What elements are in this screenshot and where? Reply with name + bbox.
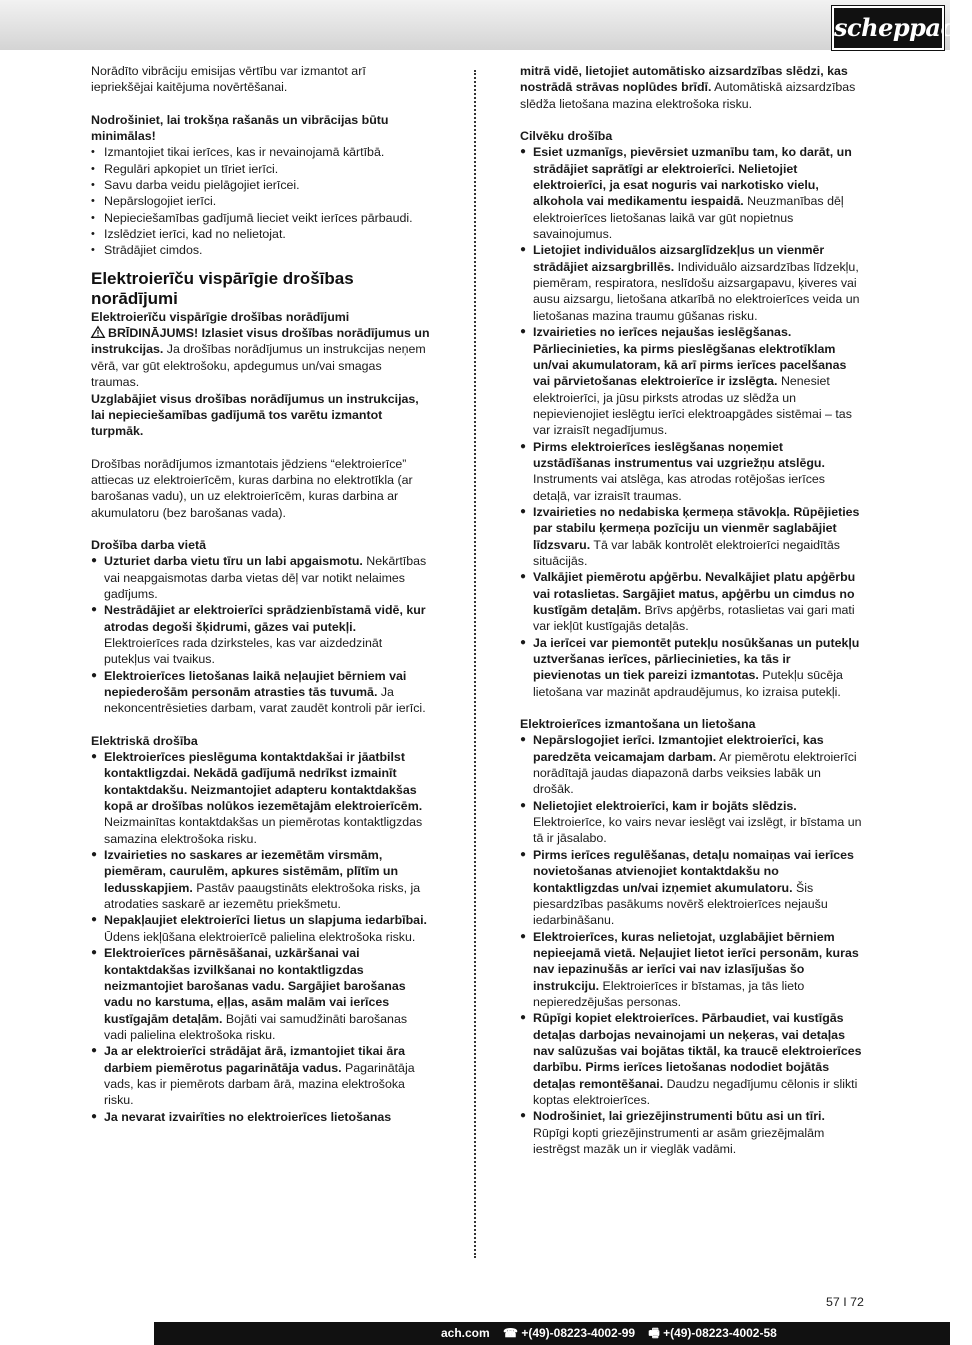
list-item: ● Uzturiet darba vietu tīru un labi apgaismotu. Nekārtības vai neapgaismotas darba vietas dēļ var notikt nelaimes gadījums. <box>91 553 431 602</box>
workplace-heading: Drošība darba vietā <box>91 537 207 552</box>
people-list <box>520 144 862 700</box>
left-column <box>91 63 431 1125</box>
list-item: ● Elektroierīces pārnēsāšanai, uzkāršanai vai kontaktdakšas izvilkšanai no kontaktligzdas neizmantojiet barošanas vadu. Sargājiet barošanas vadu no karstuma, eļļas, asām malām vai ierīces kustīgajām detaļām. Bojāti vai samudžināti barošanas vadi palielina elektrošoka risku. <box>91 945 431 1043</box>
list-item: • Izmantojiet tikai ierīces, kas ir nevainojamā kārtībā. <box>91 144 431 160</box>
warning-icon <box>91 326 105 338</box>
list-item: ● Nelietojiet elektroierīci, kam ir bojāts slēdzis. Elektroierīce, ko vairs nevar ieslēgt vai izslēgt, ir bīstama un tā ir jāsalabo. <box>520 798 862 847</box>
warning-label: BRĪDINĀJUMS! Izlasiet visus drošības norādījumus un instrukcijas. <box>91 326 430 357</box>
list-item: ● Esiet uzmanīgs, pievērsiet uzmanību tam, ko darāt, un strādājiet saprātīgi ar elektroierīci. Nelietojiet elektroierīci, ja esat noguris vai narkotisko vielu, alkohola vai medikamentu iespaidā. Neuzmanības dēļ elektroierīces lietošanas laikā var gūt nopietnus savainojumus. <box>520 144 862 242</box>
list-item: ● Lietojiet individuālos aizsarglīdzekļus un vienmēr strādājiet aizsargbrillēs. Individuālo aizsardzības līdzekļu, piemēram, respiratora, neslīdošu aizsargapavu, ķiveres vai ausu aizsargu, lietošana atkarībā no elektroierīces veida un lietošanas mazina traumu gūšanas risku. <box>520 242 862 324</box>
section-title: Elektroierīču vispārīgie drošības norādījumi <box>91 268 354 308</box>
warning-text: Ja drošības norādījumus un instrukcijas neņem vērā, var gūt elektrošoku, apdegumus un/vai smagas traumas. <box>91 342 426 390</box>
usage-heading: Elektroierīces izmantošana un lietošana <box>520 717 756 732</box>
list-item: ● Nepārslogojiet ierīci. Izmantojiet elektroierīci, kas paredzēta veicamajam darbam. Ar piemērotu elektroierīci norādītajā jaudas diapazonā darbs veiksies labāk un drošāk. <box>520 732 862 797</box>
electric-heading: Elektriskā drošība <box>91 733 198 748</box>
list-item: ● Ja ierīcei var piemontēt putekļu nosūkšanas un putekļu uztveršanas ierīces, pārliecinieties, ka tās ir pievienotas un tiek pareizi izmantotas. Putekļu sūcēja lietošana var mazināt apdraudējumus, ko izraisa putekļi. <box>520 635 862 700</box>
list-item: ● Ja ar elektroierīci strādājat ārā, izmantojiet tikai āra darbiem piemērotus pagarinātāja vadus. Pagarinātāja vads, kas ir piemērots darbam ārā, mazina elektrošoka risku. <box>91 1043 431 1108</box>
list-item: ● Elektroierīces, kuras nelietojat, uzglabājiet bērniem nepieejamā vietā. Neļaujiet lietot ierīci personām, kuras nav iepazinušās ar ierīci vai nav izlasījušas šo instrukciju. Elektroierīces ir bīstamas, ja tās lieto nepieredzējušas personas. <box>520 929 862 1011</box>
workplace-list <box>91 553 431 716</box>
list-item: ● Pirms elektroierīces ieslēgšanas noņemiet uzstādīšanas instrumentus vai uzgriežņu atslēgu. Instruments vai atslēga, kas atrodas rotējošas ierīces detaļā, var izraisīt traumas. <box>520 439 862 504</box>
usage-list <box>520 732 862 1157</box>
list-item: • Nepārslogojiet ierīci. <box>91 193 431 209</box>
footer-fax: 🖷 +(49)-08223-4002-58 <box>648 1326 777 1340</box>
brand-logo <box>832 6 972 50</box>
page-number: 57 I 72 <box>826 1295 864 1309</box>
section-subtitle: Elektroierīču vispārīgie drošības norādījumi <box>91 309 350 324</box>
list-item: ● Pirms ierīces regulēšanas, detaļu nomaiņas vai ierīces novietošanas atvienojiet kontaktdakšu no kontaktligzdas un/vai izņemiet akumulatoru. Šis piesardzības pasākums novērš elektroierīces nejaušu iedarbināšanu. <box>520 847 862 929</box>
footer-contact <box>441 1325 787 1341</box>
continued-paragraph: mitrā vidē, lietojiet automātisko aizsardzības slēdzi, kas nostrādā strāvas noplūdes brīdī. Automātiskā aizsardzības slēdža lietošana mazina elektrošoka risku. <box>520 64 856 111</box>
list-item: ● Rūpīgi kopiet elektroierīces. Pārbaudiet, vai kustīgās detaļas darbojas nevainojami un neķeras, vai detaļas nav salūzušas vai bojātas tiktāl, ka traucē elektroierīces darbību. Pirms ierīces lietošanas nododiet bojātās detaļas remontēšanai. Daudzu negadījumu cēlonis ir slikti koptas elektroierīces. <box>520 1010 862 1108</box>
list-item: ● Izvairieties no nedabiska ķermeņa stāvokļa. Rūpējieties par stabilu ķermeņa pozīciju un vienmēr saglabājiet līdzsvaru. Tā var labāk kontrolēt elektroierīci negaidītās situācijās. <box>520 504 862 569</box>
list-item: ● Valkājiet piemērotu apģērbu. Nevalkājiet platu apģērbu vai rotaslietas. Sargājiet matus, apģērbu un cimdus no kustīgām detaļām. Brīvs apģērbs, rotaslietas vai gari mati var iekļūt kustīgajās detaļās. <box>520 569 862 634</box>
list-item: ● Izvairieties no saskares ar iezemētām virsmām, piemēram, caurulēm, apkures sistēmām, plītīm un ledusskapjiem. Pastāv paaugstināts elektrošoka risks, ja atrodaties saskarē ar iezemētu priekšmetu. <box>91 847 431 912</box>
list-item: ● Elektroierīces pieslēguma kontaktdakšai ir jāatbilst kontaktligzdai. Nekādā gadījumā nedrīkst izmainīt kontaktdakšu. Neizmantojiet adapteru kontaktdakšas kopā ar drošības nolūkos iezemētajām elektroierīcēm. Neizmainītas kontaktdakšas un piemērotas kontaktligzdas samazina elektrošoka risku. <box>91 749 431 847</box>
list-item: ● Izvairieties no ierīces nejaušas ieslēgšanas. Pārliecinieties, ka pirms pieslēgšanas elektrotīklam un/vai akumulatoram, kā arī pirms ierīces pacelšanas vai pārvietošanas elektroierīce ir izslēgta. Nenesiet elektroierīci, ja jūsu pirksts atrodas uz slēdža un nepievienojiet ieslēgtu ierīci elektroapgādes sistēmai – tas var izraisīt negadījumus. <box>520 324 862 438</box>
noise-list <box>91 144 431 258</box>
footer-website: ach.com <box>441 1326 490 1340</box>
list-item: ● Nodrošiniet, lai griezējinstrumenti būtu asi un tīri. Rūpīgi kopti griezējinstrumenti ar asām griezējmalām iestrēgst mazāk un ir vieglāk vadāmi. <box>520 1108 862 1157</box>
list-item: ● Nepakļaujiet elektroierīci lietus un slapjuma iedarbībai. Ūdens iekļūšana elektroierīcē palielina elektrošoka risku. <box>91 912 431 945</box>
footer-white-block <box>0 1322 154 1345</box>
right-column <box>520 63 862 1157</box>
list-item: ● Elektroierīces lietošanas laikā neļaujiet bērniem vai nepiederošām personām atrasties tās tuvumā. Ja nekoncentrēsieties darbam, varat zaudēt kontroli pār ierīci. <box>91 668 431 717</box>
list-item: ● Ja nevarat izvairīties no elektroierīces lietošanas <box>91 1109 431 1125</box>
noise-heading: Nodrošiniet, lai trokšņa rašanās un vibrācijas būtu minimālas! <box>91 112 389 144</box>
vibration-paragraph: Norādīto vibrāciju emisijas vērtību var izmantot arī iepriekšējai kaitējuma novērtēšanai. <box>91 64 366 95</box>
keep-instructions: Uzglabājiet visus drošības norādījumus un instrukcijas, lai nepieciešamības gadījumā tos varētu izmantot turpmāk. <box>91 391 419 439</box>
list-item: • Izslēdziet ierīci, kad no nelietojat. <box>91 226 431 242</box>
header-band <box>0 0 950 50</box>
term-paragraph: Drošības norādījumos izmantotais jēdziens “elektroierīce” attiecas uz elektroierīcēm, kuras darbina no elektrotīkla (ar barošanas vadu), un uz elektroierīcēm, kuras darbina ar akumulatoru (bez barošanas vada). <box>91 456 413 520</box>
people-heading: Cilvēku drošība <box>520 129 613 144</box>
column-divider <box>474 70 476 1258</box>
brand-logo-text: scheppach <box>834 13 972 42</box>
warning-paragraph <box>91 325 431 390</box>
list-item: • Strādājiet cimdos. <box>91 242 431 258</box>
list-item: • Nepieciešamības gadījumā lieciet veikt ierīces pārbaudi. <box>91 210 431 226</box>
electric-list <box>91 749 431 1125</box>
list-item: • Savu darba veidu pielāgojiet ierīcei. <box>91 177 431 193</box>
footer-phone: ☎ +(49)-08223-4002-99 <box>503 1326 636 1340</box>
list-item: ● Nestrādājiet ar elektroierīci sprādzienbīstamā vidē, kur atrodas degoši šķidrumi, gāzes vai putekļi. Elektroierīces rada dzirksteles, kas var aizdedzināt putekļus vai tvaikus. <box>91 602 431 667</box>
list-item: • Regulāri apkopiet un tīriet ierīci. <box>91 161 431 177</box>
